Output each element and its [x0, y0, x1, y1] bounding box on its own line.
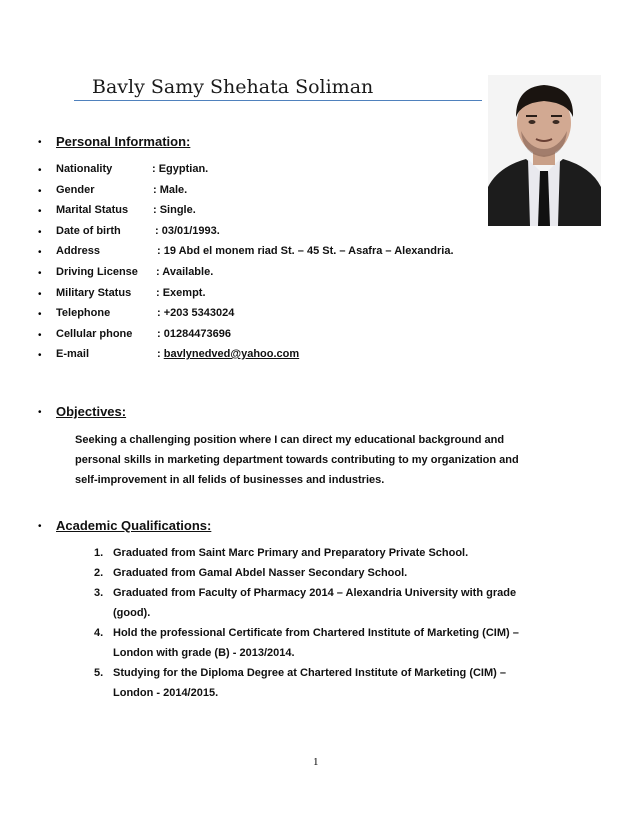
field-value: : Egyptian.	[152, 163, 209, 175]
field-label: Date of birth	[56, 225, 121, 237]
profile-photo-image	[488, 75, 601, 226]
bullet-icon: •	[38, 521, 42, 532]
list-item: Studying for the Diploma Degree at Chartered Institute of Marketing (CIM) –	[113, 667, 506, 679]
list-item-number: 4.	[94, 627, 104, 639]
field-value: : 03/01/1993.	[155, 225, 220, 237]
list-item: Graduated from Faculty of Pharmacy 2014 – Alexandria University with grade	[113, 587, 517, 599]
field-label: Military Status	[56, 287, 132, 299]
bullet-icon: •	[38, 309, 42, 320]
bullet-icon: •	[38, 227, 42, 238]
field-label: Gender	[56, 184, 95, 196]
bullet-icon: •	[38, 268, 42, 279]
email-prefix: :	[157, 348, 164, 360]
list-item: Graduated from Saint Marc Primary and Preparatory Private School.	[113, 547, 469, 559]
objectives-line: Seeking a challenging position where I can direct my educational background and	[75, 434, 505, 446]
field-value: : 19 Abd el monem riad St. – 45 St. – Asafra – Alexandria.	[157, 245, 454, 257]
field-value: : Single.	[153, 204, 196, 216]
email-link[interactable]: bavlynedved@yahoo.com	[163, 348, 300, 360]
list-item-number: 5.	[94, 667, 104, 679]
bullet-icon: •	[38, 350, 42, 361]
bullet-icon: •	[38, 206, 42, 217]
email-value	[157, 348, 299, 360]
field-value: : Available.	[156, 266, 214, 278]
field-value: : 01284473696	[157, 328, 232, 340]
list-item: Graduated from Gamal Abdel Nasser Secondary School.	[113, 567, 408, 579]
list-item: Hold the professional Certificate from Chartered Institute of Marketing (CIM) –	[113, 627, 519, 639]
list-item-number: 1.	[94, 547, 104, 559]
field-label: Driving License	[56, 266, 138, 278]
field-value: : Male.	[153, 184, 188, 196]
name-title: Bavly Samy Shehata Soliman	[92, 76, 374, 98]
field-label: Telephone	[56, 307, 111, 319]
objectives-heading: Objectives:	[56, 404, 127, 419]
field-label: Nationality	[56, 163, 113, 175]
bullet-icon: •	[38, 247, 42, 258]
bullet-icon: •	[38, 165, 42, 176]
bullet-icon: •	[38, 289, 42, 300]
objectives-line: personal skills in marketing department towards contributing to my organization and	[75, 454, 519, 466]
bullet-icon: •	[38, 186, 42, 197]
title-underline	[74, 100, 482, 101]
field-label: Marital Status	[56, 204, 129, 216]
field-value: : Exempt.	[156, 287, 206, 299]
personal-info-heading: Personal Information:	[56, 134, 191, 149]
field-label: E-mail	[56, 348, 90, 360]
list-item-number: 3.	[94, 587, 104, 599]
bullet-icon: •	[38, 407, 42, 418]
academic-heading: Academic Qualifications:	[56, 518, 212, 533]
list-item-number: 2.	[94, 567, 104, 579]
list-item-continuation: (good).	[113, 607, 151, 619]
field-value: : +203 5343024	[157, 307, 235, 319]
profile-photo	[488, 75, 601, 226]
field-label: Cellular phone	[56, 328, 133, 340]
bullet-icon: •	[38, 330, 42, 341]
objectives-line: self-improvement in all felids of businesses and industries.	[75, 474, 385, 486]
bullet-icon: •	[38, 137, 42, 148]
field-label: Address	[56, 245, 101, 257]
objectives-text	[75, 430, 555, 490]
page-number: 1	[313, 756, 319, 768]
list-item-continuation: London with grade (B) - 2013/2014.	[113, 647, 295, 659]
list-item-continuation: London - 2014/2015.	[113, 687, 219, 699]
